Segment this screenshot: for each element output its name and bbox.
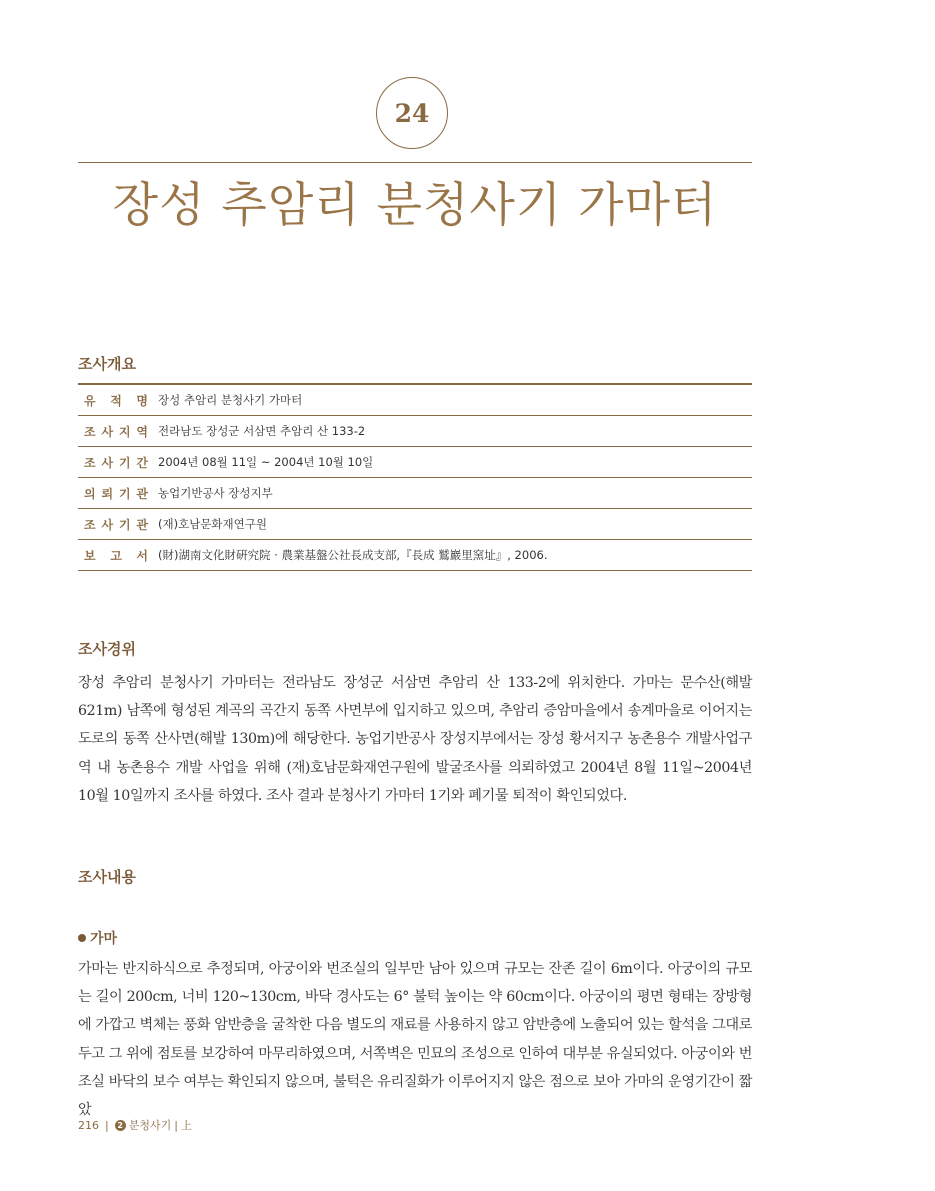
title-divider [78, 162, 752, 163]
overview-label: 조 사 지 역 [84, 424, 148, 439]
bullet-icon [78, 934, 86, 942]
kiln-subheading-label: 가마 [90, 931, 118, 947]
overview-label: 보 고 서 [84, 548, 148, 563]
background-heading: 조사경위 [78, 640, 136, 658]
overview-row-survey-period [78, 447, 752, 478]
overview-label: 조 사 기 관 [84, 517, 148, 532]
footer-separator: | [105, 1118, 109, 1132]
overview-value: 장성 추암리 분청사기 가마터 [158, 393, 303, 407]
overview-label: 의 뢰 기 관 [84, 486, 148, 501]
overview-value: 전라남도 장성군 서삼면 추암리 산 133-2 [158, 424, 366, 438]
overview-row-report [78, 540, 752, 571]
kiln-subheading [78, 928, 117, 948]
contents-heading: 조사내용 [78, 868, 136, 886]
overview-label: 조 사 기 간 [84, 455, 148, 470]
chapter-number-badge: 24 [376, 77, 448, 149]
overview-row-survey-area [78, 416, 752, 447]
footer-separator: | [174, 1118, 178, 1132]
overview-table [78, 383, 752, 571]
overview-value: 2004년 08월 11일 ~ 2004년 10월 10일 [158, 455, 374, 469]
overview-row-site-name [78, 385, 752, 416]
page-title: 장성 추암리 분청사기 가마터 [112, 178, 718, 233]
kiln-paragraph: 가마는 반지하식으로 추정되며, 아궁이와 번조실의 일부만 남아 있으며 규모는 잔존 길이 6m이다. 아궁이의 규모는 길이 200cm, 너비 120~130cm, 바닥 경사도는 6° 불턱 높이는 약 60cm이다. 아궁이의 평면 형태는 장방형에 가깝고 벽체는 풍화 암반층을 굴착한 다음 별도의 재료를 사용하지 않고 암반층에 노출되어 있는 할석을 그대로 두고 그 위에 점토를 보강하여 마무리하였으며, 서쪽벽은 민묘의 조성으로 인하여 대부분 유실되었다. 아궁이와 번조실 바닥의 보수 여부는 확인되지 않으며, 불턱은 유리질화가 이루어지지 않은 점으로 보아 가마의 운영기간이 짧았 [78, 961, 752, 1119]
overview-label: 유 적 명 [84, 393, 148, 408]
page-footer [78, 1117, 192, 1133]
overview-row-requesting-agency [78, 478, 752, 509]
background-paragraph: 장성 추암리 분청사기 가마터는 전라남도 장성군 서삼면 추암리 산 133-2에 위치한다. 가마는 문수산(해발 621m) 남쪽에 형성된 계곡의 곡간지 동쪽 사면부에 입지하고 있으며, 추암리 증암마을에서 송계마을로 이어지는 도로의 동쪽 산사면(해발 130m)에 해당한다. 농업기반공사 장성지부에서는 장성 황서지구 농촌용수 개발사업구역 내 농촌용수 개발 사업을 위해 (재)호남문화재연구원에 발굴조사를 의뢰하였고 2004년 8월 11일~2004년 10월 10일까지 조사를 하였다. 조사 결과 분청사기 가마터 1기와 폐기물 퇴적이 확인되었다. [78, 675, 752, 804]
overview-row-survey-institution [78, 509, 752, 540]
overview-value: (財)湖南文化財硏究院 · 農業基盤公社長成支部,『長成 鷲巖里窯址』, 2006. [158, 548, 548, 562]
overview-value: 농업기반공사 장성지부 [158, 486, 273, 500]
overview-value: (재)호남문화재연구원 [158, 517, 267, 531]
page-number: 216 [78, 1118, 99, 1132]
footer-part: 上 [180, 1119, 192, 1132]
overview-heading: 조사개요 [78, 355, 136, 373]
footer-book-title: 분청사기 [128, 1119, 172, 1132]
volume-number-icon: 2 [115, 1120, 126, 1131]
